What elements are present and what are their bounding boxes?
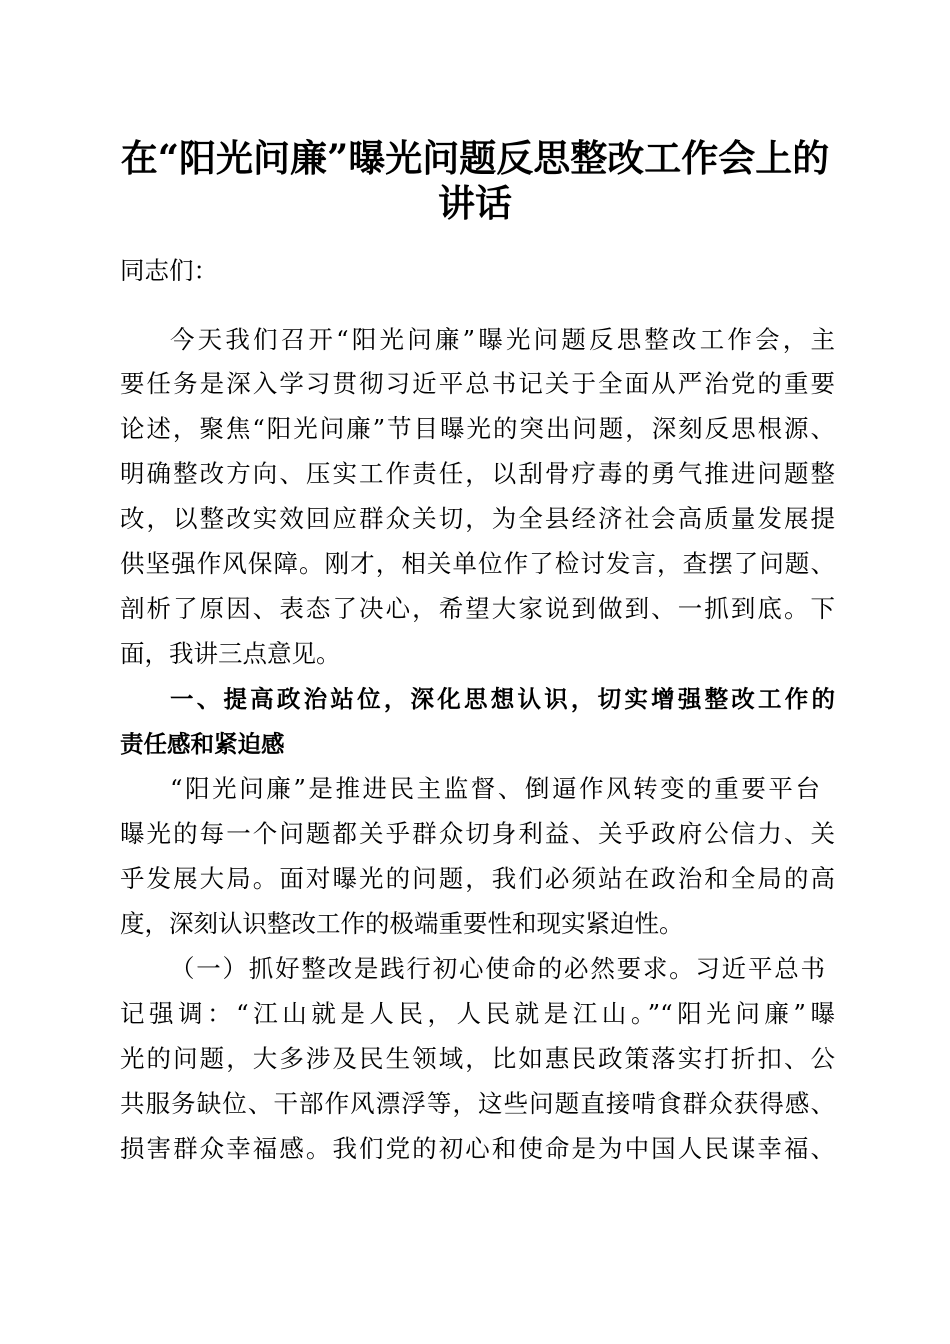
- subsection-line: （一）抓好整改是践行初心使命的必然要求。习近平总书: [170, 954, 825, 983]
- section-heading-line: 一、提高政治站位，深化思想认识，切实增强整改工作的: [170, 685, 835, 713]
- document-title-line-2: 讲话: [438, 181, 512, 225]
- paragraph-line: 光的问题，大多涉及民生领域，比如惠民政策落实打折扣、公: [120, 1044, 835, 1073]
- paragraph-line: 供坚强作风保障。刚才，相关单位作了检讨发言，查摆了问题、: [120, 549, 835, 578]
- paragraph-line: 损害群众幸福感。我们党的初心和使命是为中国人民谋幸福、: [120, 1134, 835, 1163]
- document-title-line-1: 在“阳光问廉”曝光问题反思整改工作会上的: [120, 136, 830, 180]
- paragraph-line: 乎发展大局。面对曝光的问题，我们必须站在政治和全局的高: [120, 864, 835, 893]
- paragraph-line: 面，我讲三点意见。: [120, 639, 341, 668]
- paragraph-line: 今天我们召开“阳光问廉”曝光问题反思整改工作会，主: [170, 325, 835, 354]
- paragraph-line: 曝光的每一个问题都关乎群众切身利益、关乎政府公信力、关: [120, 819, 835, 848]
- paragraph-line: 剖析了原因、表态了决心，希望大家说到做到、一抓到底。下: [120, 594, 835, 623]
- paragraph-line: 明确整改方向、压实工作责任，以刮骨疗毒的勇气推进问题整: [120, 459, 835, 488]
- paragraph-line: “阳光问廉”是推进民主监督、倒逼作风转变的重要平台: [170, 774, 820, 803]
- salutation: 同志们：: [120, 256, 218, 285]
- paragraph-line: 记强调：“江山就是人民，人民就是江山。”“阳光问廉”曝: [120, 999, 835, 1028]
- section-heading-line: 责任感和紧迫感: [120, 730, 285, 758]
- paragraph-line: 改，以整改实效回应群众关切，为全县经济社会高质量发展提: [120, 504, 835, 533]
- paragraph-line: 共服务缺位、干部作风漂浮等，这些问题直接啃食群众获得感、: [120, 1089, 835, 1118]
- paragraph-line: 论述，聚焦“阳光问廉”节目曝光的突出问题，深刻反思根源、: [120, 414, 835, 443]
- paragraph-line: 度，深刻认识整改工作的极端重要性和现实紧迫性。: [120, 909, 684, 938]
- paragraph-line: 要任务是深入学习贯彻习近平总书记关于全面从严治党的重要: [120, 369, 835, 398]
